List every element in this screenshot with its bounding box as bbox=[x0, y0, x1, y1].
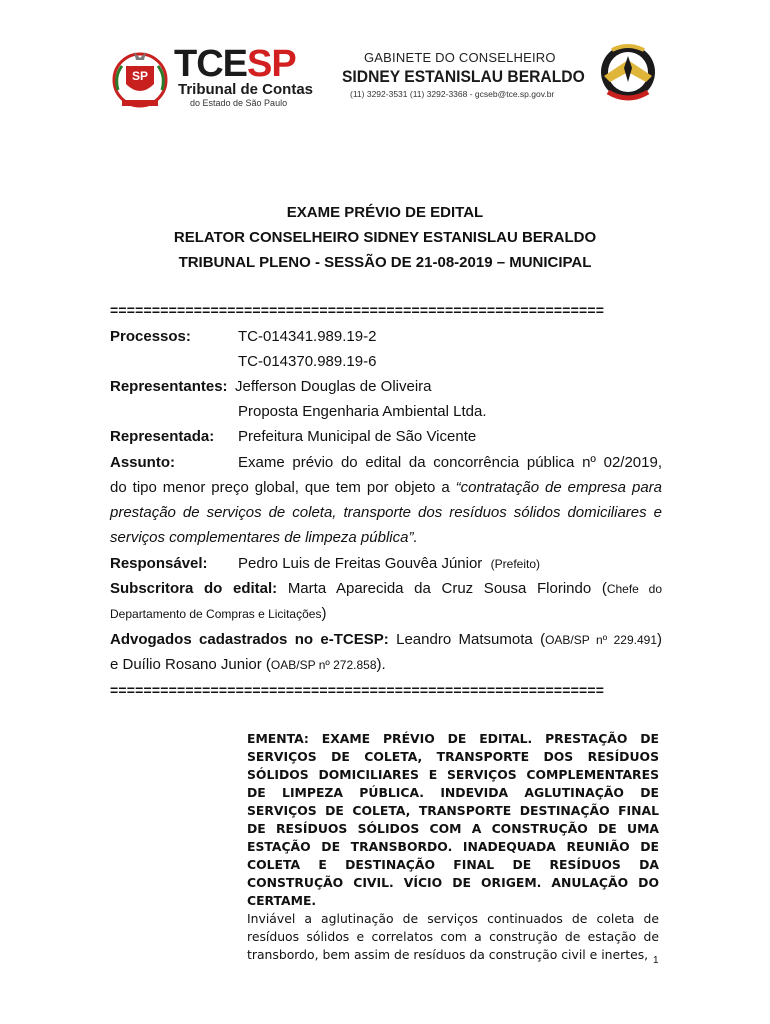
assunto-line2 bbox=[110, 479, 662, 496]
processos-label: Processos: bbox=[110, 328, 191, 345]
advogado-2: e Duílio Rosano Junior ( bbox=[110, 656, 271, 673]
responsavel-row bbox=[110, 555, 208, 572]
processo-1: TC-014341.989.19-2 bbox=[238, 328, 377, 345]
title-relator: RELATOR CONSELHEIRO SIDNEY ESTANISLAU BERALDO bbox=[173, 229, 597, 246]
sao-paulo-coat-of-arms-icon bbox=[108, 46, 172, 110]
advogado-2-close: ). bbox=[376, 656, 386, 673]
representada-row bbox=[110, 428, 214, 445]
assunto-row bbox=[110, 454, 175, 471]
subscritora-role: Chefe do bbox=[606, 582, 663, 596]
advogado-1-oab: OAB/SP nº 229.491 bbox=[545, 633, 657, 647]
responsavel-name: Pedro Luis de Freitas Gouvêa Júnior bbox=[238, 555, 483, 572]
ementa-text: Inviável a aglutinação de serviços continuados de coleta de resíduos sólidos e correlatos com a construção de estação de transbordo, bem assim de resíduos da construção civil e inertes, bbox=[247, 911, 659, 962]
representada-label: Representada: bbox=[110, 428, 215, 445]
letterhead bbox=[108, 40, 668, 120]
processo-2: TC-014370.989.19-6 bbox=[238, 353, 377, 370]
representante-1: Jefferson Douglas de Oliveira bbox=[235, 378, 432, 395]
responsavel-role: (Prefeito) bbox=[490, 557, 541, 571]
responsavel-label: Responsável: bbox=[110, 555, 208, 572]
assunto-text: Exame prévio do edital da concorrência pública nº 02/2019, bbox=[238, 454, 662, 471]
subscritora-close: ) bbox=[321, 605, 327, 622]
assunto-quote-1: “contratação de empresa para bbox=[455, 479, 663, 496]
military-emblem-icon bbox=[596, 42, 660, 104]
representante-2: Proposta Engenharia Ambiental Ltda. bbox=[238, 403, 487, 420]
seal-left-letters: SP bbox=[131, 69, 149, 83]
advogado-1: Leandro Matsumota ( bbox=[396, 631, 546, 648]
subscritora-role-2: Departamento de Compras e Licitações bbox=[110, 607, 322, 621]
representantes-label: Representantes: bbox=[110, 378, 228, 395]
representada-value: Prefeitura Municipal de São Vicente bbox=[238, 428, 477, 445]
gabinete-block bbox=[336, 50, 596, 99]
assunto-quote-3: serviços complementares de limpeza pública”. bbox=[110, 529, 418, 546]
tcesp-logo bbox=[174, 43, 314, 109]
logo-tce: TCE bbox=[174, 43, 247, 85]
page-number: 1 bbox=[653, 955, 659, 966]
subscritora-row-2 bbox=[110, 605, 326, 622]
responsavel-value bbox=[238, 555, 540, 572]
logo-tribunal-text: Tribunal de Contas bbox=[178, 81, 314, 98]
representantes-row bbox=[110, 378, 228, 395]
assunto-cont: do tipo menor preço global, que tem por objeto a bbox=[110, 479, 450, 496]
title-exame: EXAME PRÉVIO DE EDITAL bbox=[286, 204, 484, 221]
advogado-2-oab: OAB/SP nº 272.858 bbox=[270, 658, 377, 672]
assunto-quote-2: prestação de serviços de coleta, transporte dos resíduos sólidos domiciliares e bbox=[110, 504, 662, 521]
advogado-1-close: ) bbox=[657, 631, 662, 648]
advogados-row bbox=[110, 631, 662, 648]
subscritora-row bbox=[110, 580, 662, 597]
assunto-label: Assunto: bbox=[110, 454, 175, 471]
ementa-heading: EMENTA: EXAME PRÉVIO DE EDITAL. PRESTAÇÃO DE SERVIÇOS DE COLETA, TRANSPORTE DOS RESÍDUOS SÓLIDOS DOMICILIARES E SERVIÇOS COMPLEMENTARES DE LIMPEZA PÚBLICA. INDEVIDA AGLUTINAÇÃO DE SERVIÇOS DE COLETA, TRANSPORTE DESTINAÇÃO FINAL DE RESÍDUOS SÓLIDOS COM A CONSTRUÇÃO DE UMA ESTAÇÃO DE TRANSBORDO. INADEQUADA REUNIÃO DE COLETA E DESTINAÇÃO FINAL DE RESÍDUOS DA CONSTRUÇÃO CIVIL. VÍCIO DE ORIGEM. ANULAÇÃO DO CERTAME. bbox=[247, 731, 659, 908]
advogados-row-2 bbox=[110, 656, 386, 673]
conselheiro-name: SIDNEY ESTANISLAU BERALDO bbox=[342, 67, 585, 86]
subscritora-label: Subscritora do edital: bbox=[110, 580, 278, 597]
separator-bottom: =========================================================== bbox=[110, 682, 605, 698]
tcesp-wordmark bbox=[174, 43, 313, 85]
ementa-block bbox=[247, 730, 659, 964]
title-sessao: TRIBUNAL PLENO - SESSÃO DE 21-08-2019 – MUNICIPAL bbox=[178, 254, 592, 271]
separator-top: =========================================================== bbox=[110, 302, 605, 318]
subscritora-name: Marta Aparecida da Cruz Sousa Florindo ( bbox=[287, 580, 607, 597]
logo-estado-text: do Estado de São Paulo bbox=[190, 98, 288, 108]
logo-sp: SP bbox=[247, 43, 296, 85]
gabinete-contact: (11) 3292-3531 (11) 3292-3368 - gcseb@tce.sp.gov.br bbox=[350, 89, 555, 99]
advogados-label: Advogados cadastrados no e-TCESP: bbox=[110, 631, 389, 648]
processos-row bbox=[110, 328, 191, 345]
document-titles bbox=[0, 200, 770, 275]
gabinete-title: GABINETE DO CONSELHEIRO bbox=[364, 50, 556, 65]
